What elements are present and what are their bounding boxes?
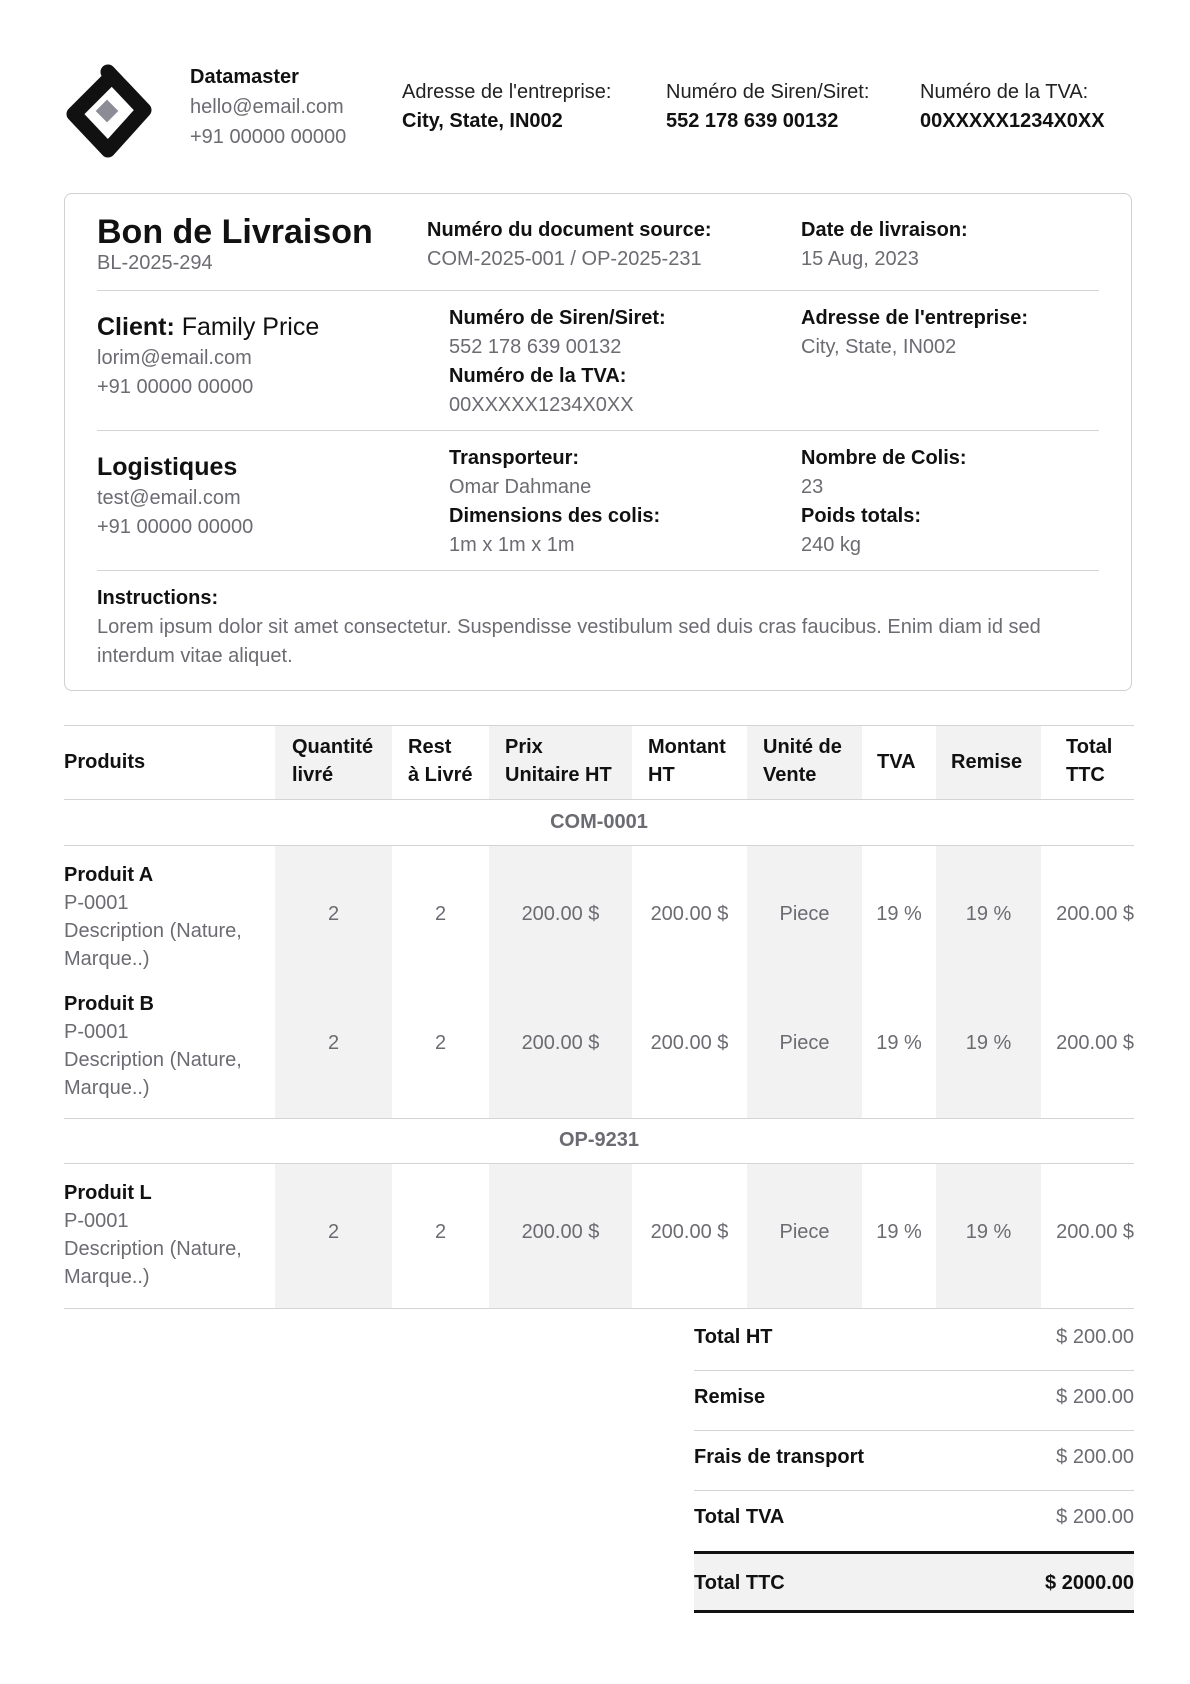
- total-ht-row: Total HT $ 200.00: [694, 1326, 1134, 1348]
- client-email: lorim@email.com: [97, 347, 252, 369]
- header-rest: Rest à Livré: [408, 736, 473, 786]
- header-tva: TVA: [877, 751, 916, 773]
- document-header: [64, 62, 1134, 172]
- company-name: Datamaster: [190, 66, 299, 88]
- logistics-info: [97, 450, 253, 542]
- header-total: Total TTC: [1066, 736, 1113, 786]
- table-rule: [64, 799, 1134, 800]
- instructions-text: Lorem ipsum dolor sit amet consectetur. Suspendisse vestibulum sed duis cras faucibus. Enim diam id sed interdum vitae aliquet.: [97, 616, 1041, 667]
- instructions: Instructions: Lorem ipsum dolor sit amet consectetur. Suspendisse vestibulum sed duis cras faucibus. Enim diam id sed interdum vitae aliquet.: [97, 584, 1097, 671]
- table-rule: [64, 725, 1134, 726]
- divider: [97, 570, 1099, 571]
- company-info: [190, 62, 346, 152]
- company-address: Adresse de l'entreprise: City, State, IN002: [402, 81, 612, 132]
- group-label: OP-9231: [558, 1129, 640, 1151]
- total-tva-row: Total TVA $ 200.00: [694, 1506, 1134, 1528]
- product-cell: Produit L P-0001 Description (Nature, Marque..): [64, 1182, 242, 1288]
- header-unite: Unité de Vente: [763, 736, 842, 786]
- table-row: Produit L P-0001 Description (Nature, Marque..) 2 2 200.00 $ 200.00 $ Piece 19 % 19 % 200.00 $: [64, 1179, 1134, 1295]
- client-info: [97, 310, 319, 402]
- header-prix: Prix Unitaire HT: [505, 736, 612, 786]
- client-name: Family Price: [181, 313, 320, 341]
- client-label: Client:: [97, 313, 175, 341]
- header-montant: Montant HT: [648, 736, 726, 786]
- product-cell: Produit B P-0001 Description (Nature, Marque..): [64, 993, 242, 1099]
- delivery-info-card: [64, 193, 1132, 691]
- company-email: hello@email.com: [190, 96, 344, 118]
- total-frais-row: Frais de transport $ 200.00: [694, 1446, 1134, 1468]
- package-info: Nombre de Colis: 23 Poids totals: 240 kg: [801, 447, 967, 556]
- header-quantite: Quantité livré: [292, 736, 374, 786]
- source-document: Numéro du document source: COM-2025-001 / OP-2025-231: [427, 219, 712, 270]
- carrier-info: Transporteur: Omar Dahmane Dimensions des colis: 1m x 1m x 1m: [449, 447, 661, 556]
- table-rule: [64, 1163, 1134, 1164]
- logistics-email: test@email.com: [97, 487, 241, 509]
- divider: [97, 290, 1099, 291]
- client-address: Adresse de l'entreprise: City, State, IN002: [801, 307, 1029, 358]
- divider: [97, 430, 1099, 431]
- product-cell: Produit A P-0001 Description (Nature, Marque..): [64, 864, 242, 970]
- table-row: Produit A P-0001 Description (Nature, Marque..) 2 2 200.00 $ 200.00 $ Piece 19 % 19 % 200.00 $: [64, 861, 1134, 977]
- table-row: Produit B P-0001 Description (Nature, Marque..) 2 2 200.00 $ 200.00 $ Piece 19 % 19 % 200.00 $: [64, 990, 1134, 1106]
- group-label: COM-0001: [550, 811, 648, 833]
- client-ids: Numéro de Siren/Siret: 552 178 639 00132 Numéro de la TVA: 00XXXXX1234X0XX: [449, 307, 666, 416]
- total-remise-row: Remise $ 200.00: [694, 1386, 1134, 1408]
- header-remise: Remise: [951, 751, 1023, 773]
- table-rule: [64, 1308, 1134, 1309]
- company-tva: Numéro de la TVA: 00XXXXX1234X0XX: [920, 81, 1105, 132]
- client-phone: +91 00000 00000: [97, 376, 254, 398]
- company-siren: Numéro de Siren/Siret: 552 178 639 00132: [666, 81, 870, 132]
- total-ttc-row: Total TTC $ 2000.00: [694, 1551, 1134, 1613]
- header-produits: Produits: [64, 751, 146, 773]
- table-rule: [64, 1118, 1134, 1119]
- logistics-phone: +91 00000 00000: [97, 516, 254, 538]
- document-title: Bon de Livraison: [97, 213, 373, 251]
- document-number: BL-2025-294: [97, 252, 213, 274]
- delivery-date: Date de livraison: 15 Aug, 2023: [801, 219, 968, 270]
- company-phone: +91 00000 00000: [190, 126, 347, 148]
- logistics-title: Logistiques: [97, 453, 238, 481]
- company-logo-icon: [64, 64, 154, 162]
- table-rule: [64, 845, 1134, 846]
